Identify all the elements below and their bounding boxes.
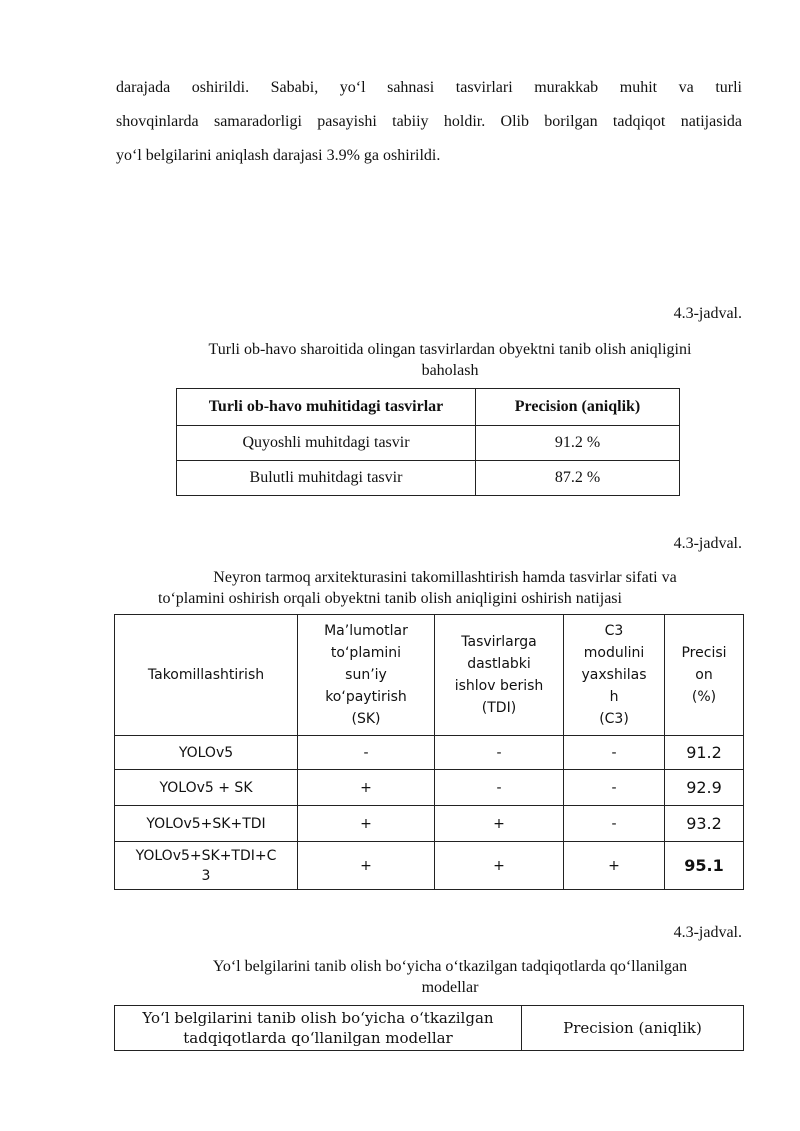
cell-line: C3 <box>604 623 624 639</box>
table-row <box>177 426 680 461</box>
column-header <box>115 1006 522 1051</box>
cell-line: (TDI) <box>481 700 517 716</box>
table2-number: 4.3-jadval. <box>673 535 742 552</box>
cell-line: 3 <box>201 867 211 884</box>
cell-line: YOLOv5 <box>178 744 234 761</box>
paragraph-line: shovqinlarda samaradorligi pasayishi tabiiy holdir. Olib borilgan tadqiqot natijasida <box>116 113 742 130</box>
cell-line: sun’iy <box>345 667 387 683</box>
cell-line: to‘plamini <box>330 645 402 661</box>
cell-line: modulini <box>583 645 645 661</box>
caption-line: to‘plamini oshirish orqali obyektni tanib olish aniqligini oshirish natijasi <box>158 590 622 607</box>
column-header <box>564 615 665 736</box>
cell-line: Ma’lumotlar <box>324 623 408 639</box>
table-row <box>115 806 744 842</box>
table-row <box>115 736 744 770</box>
table-cell: + <box>435 806 564 842</box>
cell-line: Takomillashtirish <box>147 667 265 683</box>
caption-line: Yo‘l belgilarini tanib olish bo‘yicha o‘tkazilgan tadqiqotlarda qo‘llanilgan <box>212 958 688 975</box>
cell-line: dastlabki <box>467 656 531 672</box>
cell-line: YOLOv5+SK+TDI <box>146 815 266 832</box>
column-header <box>435 615 564 736</box>
table-cell <box>115 806 298 842</box>
table-cell: - <box>564 806 665 842</box>
caption-line: modellar <box>421 979 479 996</box>
body-paragraph <box>116 71 742 173</box>
table-cell: - <box>564 736 665 770</box>
cell-line: YOLOv5 + SK <box>159 779 253 796</box>
cell-line: tadqiqotlarda qo‘llanilgan modellar <box>183 1029 453 1047</box>
cell-line: yaxshilas <box>581 667 647 683</box>
paragraph-line: yo‘l belgilarini aniqlash darajasi 3.9% ga oshirildi. <box>116 147 441 164</box>
cell-line: h <box>609 689 619 705</box>
caption-line: Turli ob-havo sharoitida olingan tasvirlardan obyektni tanib olish aniqligini <box>208 341 692 358</box>
cell-line: Tasvirlarga <box>461 634 537 650</box>
table-cell: Quyoshli muhitdagi tasvir <box>177 426 476 461</box>
table-cell <box>115 770 298 806</box>
cell-line: Precisi <box>681 645 727 661</box>
table-cell: + <box>298 806 435 842</box>
table2-caption <box>140 567 750 609</box>
cell-line: (C3) <box>599 711 629 727</box>
caption-line: baholash <box>421 362 479 379</box>
table3-caption <box>150 956 750 998</box>
column-header: Turli ob-havo muhitidagi tasvirlar <box>177 389 476 426</box>
table-cell: 95.1 <box>665 842 744 890</box>
table-cell: 92.9 <box>665 770 744 806</box>
table-cell: + <box>435 842 564 890</box>
table-row <box>177 461 680 496</box>
column-header: Precision (aniqlik) <box>476 389 680 426</box>
table-cell: Bulutli muhitdagi tasvir <box>177 461 476 496</box>
column-header <box>522 1006 744 1051</box>
table-header-row <box>177 389 680 426</box>
table-row <box>115 842 744 890</box>
table-cell <box>115 736 298 770</box>
column-header <box>298 615 435 736</box>
paragraph-line: darajada oshirildi. Sababi, yo‘l sahnasi tasvirlari murakkab muhit va turli <box>116 79 742 96</box>
weather-precision-table <box>176 388 680 496</box>
road-sign-models-table <box>114 1005 744 1051</box>
cell-line: (SK) <box>351 711 381 727</box>
table-cell: 93.2 <box>665 806 744 842</box>
table-cell: - <box>564 770 665 806</box>
improvement-results-table <box>114 614 744 890</box>
table-cell: - <box>298 736 435 770</box>
cell-line: ishlov berish <box>454 678 544 694</box>
cell-line: (%) <box>691 689 717 705</box>
table-header-row <box>115 1006 744 1051</box>
cell-line: YOLOv5+SK+TDI+C <box>135 847 277 864</box>
table-cell: + <box>298 770 435 806</box>
table1-number: 4.3-jadval. <box>673 305 742 322</box>
cell-line: ko‘paytirish <box>325 689 407 705</box>
table-cell <box>115 842 298 890</box>
table-row <box>115 770 744 806</box>
caption-line: Neyron tarmoq arxitekturasini takomillashtirish hamda tasvirlar sifati va <box>213 569 677 586</box>
table3-number: 4.3-jadval. <box>673 924 742 941</box>
table-header-row <box>115 615 744 736</box>
table1-caption <box>150 339 750 381</box>
cell-line: on <box>695 667 713 683</box>
column-header <box>665 615 744 736</box>
column-header <box>115 615 298 736</box>
table-cell: + <box>298 842 435 890</box>
table-cell: 91.2 <box>665 736 744 770</box>
table-cell: - <box>435 770 564 806</box>
cell-line: Yo‘l belgilarini tanib olish bo‘yicha o‘tkazilgan <box>142 1009 494 1027</box>
table-cell: - <box>435 736 564 770</box>
table-cell: + <box>564 842 665 890</box>
table-cell: 91.2 % <box>476 426 680 461</box>
cell-line: Precision (aniqlik) <box>563 1019 702 1037</box>
table-cell: 87.2 % <box>476 461 680 496</box>
